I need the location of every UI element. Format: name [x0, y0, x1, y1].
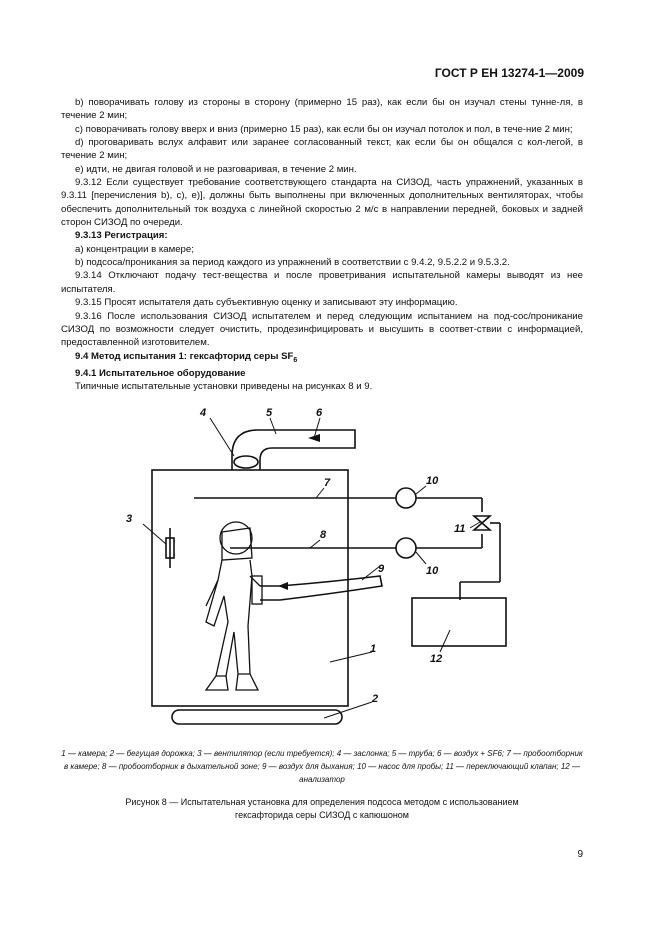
heading-9-4-1: 9.4.1 Испытательное оборудование: [75, 367, 246, 379]
figure-legend: 1 — камера; 2 — бегущая дорожка; 3 — вентилятор (если требуется); 4 — заслонка; 5 — труба; 6 — воздух + SF6; 7 — пробоотборник в камере; 8 — пробоотборник в дыхательной зоне; 9 — воздух для дыхания; 10 — насос для пробы; 11 — переключающий клапан; 12 — анализатор: [61, 749, 583, 784]
test-setup-figure: [110, 400, 550, 740]
paragraph-9-3-16: 9.3.16 После использования СИЗОД испытателем и перед следующим испытанием на под-сос/проникание СИЗОД по возможности следует очистить, продезинфицировать и высушить в соответ-ствии с информацией, предоставленной изготовителем.: [61, 310, 583, 349]
paragraph-b: b) поворачивать голову из стороны в сторону (примерно 15 раз), как если бы он изучал стены тунне-ля, в течение 2 мин;: [61, 97, 583, 122]
document-header: ГОСТ Р ЕН 13274-1—2009: [434, 66, 584, 80]
paragraph-9-3-14: 9.3.14 Отключают подачу тест-вещества и после проветривания испытательной камеры выводят из нее испытателя.: [61, 270, 583, 295]
page-number: 9: [577, 849, 583, 860]
caption-line-2: гексафторида серы СИЗОД с капюшоном: [235, 810, 409, 820]
treadmill: [172, 710, 342, 724]
figure-caption: [61, 796, 583, 822]
analyzer: [412, 598, 506, 646]
figure-label: 10: [426, 565, 439, 577]
paragraph-d: d) проговаривать вслух алфавит или заранее согласованный текст, как если бы он общался с кол-легой, в течение 2 мин;: [61, 137, 583, 162]
pump-lower: [396, 538, 416, 558]
paragraph-figures-ref: Типичные испытательные установки приведены на рисунках 8 и 9.: [75, 381, 373, 393]
heading-9-4-text: 9.4 Метод испытания 1: гексафторид серы SF: [75, 350, 294, 362]
figure-label: 6: [316, 407, 323, 419]
figure-label: 4: [200, 407, 207, 419]
figure-label: 11: [454, 523, 466, 535]
switching-valve: [474, 516, 490, 530]
figure-label: 1: [370, 643, 377, 655]
paragraph-c: c) поворачивать голову вверх и вниз (примерно 15 раз), как если бы он изучал потолок и пол, в тече-ние 2 мин;: [75, 123, 573, 135]
caption-line-1: Рисунок 8 — Испытательная установка для определения подсоса методом с использованием: [125, 797, 519, 807]
paragraph-9-3-12: 9.3.12 Если существует требование соответствующего стандарта на СИЗОД, часть упражнений, указанных в 9.3.11 [перечисления b), c), e)], должны быть выполнены при включенных дополнительных вентиляторах, чтобы обеспечить дополнительный ток воздуха с линейной скоростью 2 м/с в направлении передней, боковых и задней сторон СИЗОД по очереди.: [61, 177, 583, 229]
heading-9-4: [61, 350, 583, 367]
paragraph-9-3-15: 9.3.15 Просят испытателя дать субъективную оценку и записывают эту информацию.: [75, 297, 458, 309]
figure-label: 12: [430, 653, 443, 665]
heading-9-4-subscript: 6: [293, 356, 298, 364]
damper: [234, 456, 258, 468]
figure-label: 10: [426, 475, 439, 487]
pump-upper: [396, 488, 416, 508]
breathing-air-hose: [260, 576, 382, 600]
figure-label: 8: [320, 529, 327, 541]
figure-label: 9: [378, 563, 385, 575]
figure-label: 3: [126, 513, 133, 525]
figure-label: 7: [324, 477, 331, 489]
heading-9-3-13: 9.3.13 Регистрация:: [75, 230, 168, 242]
paragraph-reg-b: b) подсоса/проникания за период каждого из упражнений в соответствии с 9.4.2, 9.5.2.2 и 9.5.3.2.: [75, 257, 510, 269]
paragraph-e: e) идти, не двигая головой и не разговаривая, в течение 2 мин.: [75, 163, 357, 175]
figure-label: 5: [266, 407, 273, 419]
duct-pipe: [232, 430, 355, 470]
body-text: [61, 96, 583, 393]
paragraph-reg-a: a) концентрации в камере;: [75, 243, 194, 255]
figure-label: 2: [372, 693, 379, 705]
